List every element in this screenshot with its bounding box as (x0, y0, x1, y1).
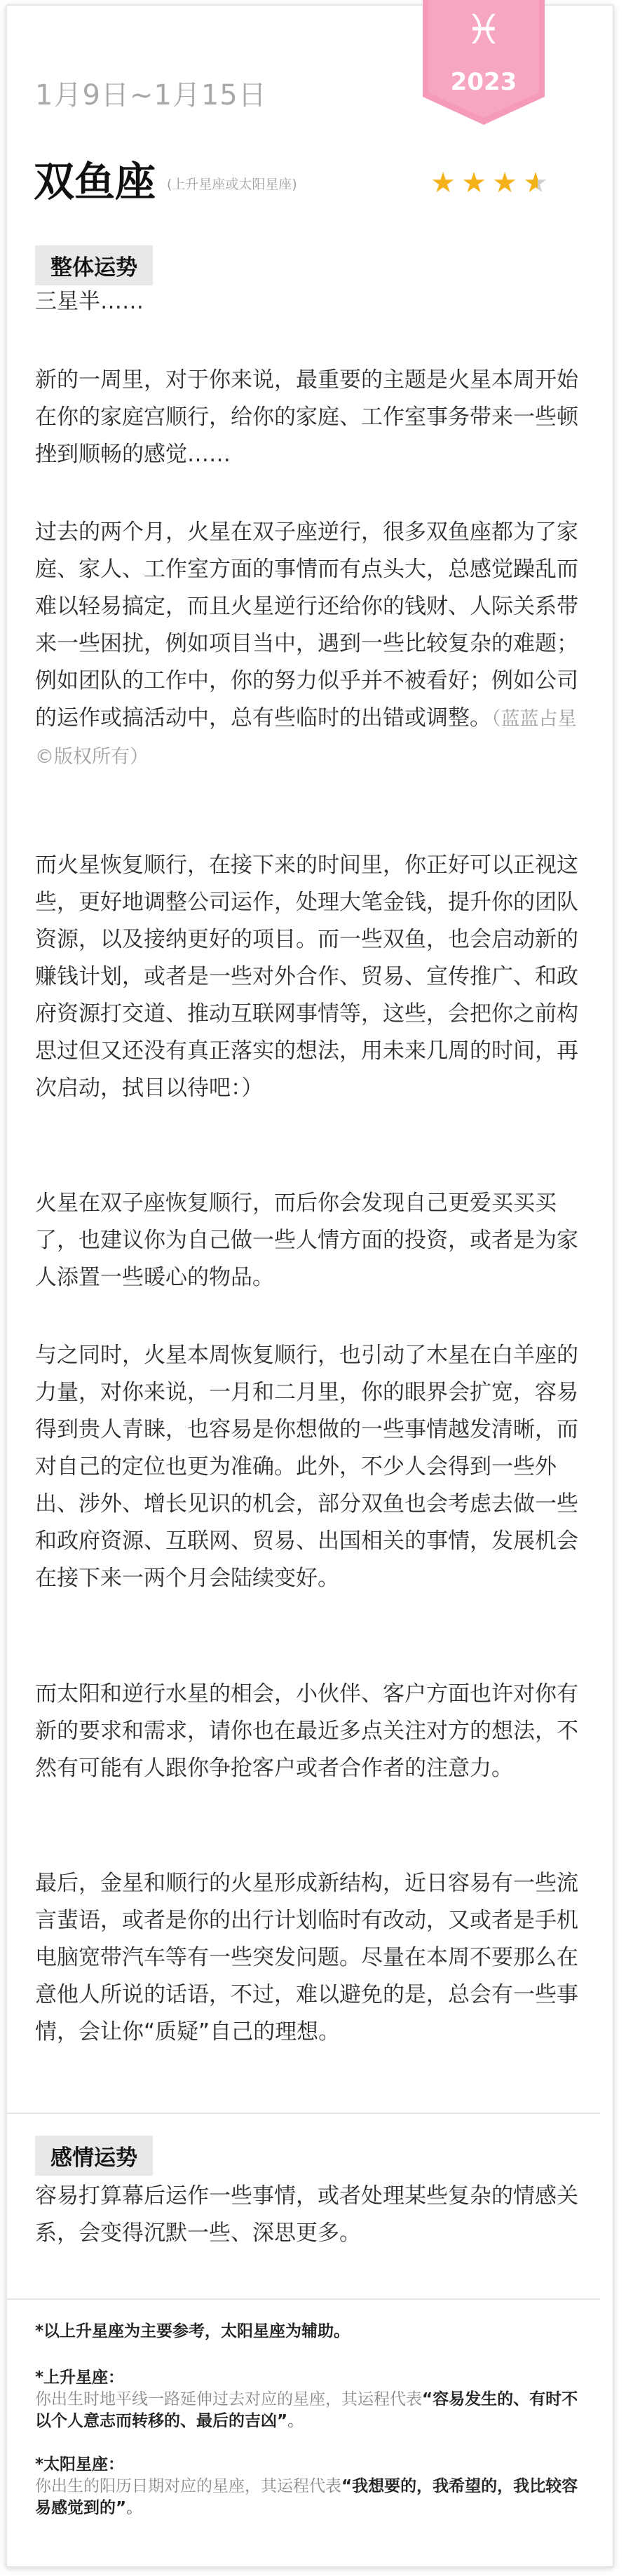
year-label: 2023 (450, 68, 517, 96)
overall-paragraph: 与之同时，火星本周恢复顺行，也引动了木星在白羊座的力量，对你来说，一月和二月里，你的眼界会扩宽，容易得到贵人青睐，也容易是你想做的一些事情越发清晰，而对自己的定位也更为准确。此外，不少人会得到一些外出、涉外、增长见识的机会，部分双鱼也会考虑去做一些和政府资源、互联网、贸易、出国相关的事情，发展机会在接下来一两个月会陆续变好。 (35, 1343, 578, 1591)
overall-paragraph: 三星半…… (35, 289, 144, 314)
date-range: 1月9日~1月15日 (35, 79, 267, 111)
love-label: 感情运势 (35, 2136, 153, 2176)
rating-stars (428, 167, 552, 199)
overall-paragraph: 而太阳和逆行水星的相会，小伙伴、客户方面也许对你有新的要求和需求，请你也在最近多点关注对方的想法，不然有可能有人跟你争抢客户或者合作者的注意力。 (35, 1681, 578, 1781)
star-icon: ★ (461, 167, 488, 199)
footnote-main: *以上升星座为主要参考，太阳星座为辅助。 (35, 2322, 351, 2340)
sign-name: 双鱼座 (34, 158, 156, 205)
star-icon: ★ (430, 167, 457, 199)
footnote-sun: *太阳星座： 你出生的阳历日期对应的星座，其运程代表“我想要的，我希望的，我比较容易感觉到的”。 (35, 2455, 578, 2517)
overall-paragraph: 而火星恢复顺行，在接下来的时间里，你正好可以正视这些，更好地调整公司运作，处理大笔金钱，提升你的团队资源，以及接纳更好的项目。而一些双鱼，也会启动新的赚钱计划，或者是一些对外合作、贸易、宣传推广、和政府资源打交道、推动互联网事情等，这些，会把你之前构思过但又还没有真正落实的想法，用未来几周的时间，再次启动，拭目以待吧：） (35, 853, 578, 1101)
section-divider (7, 2298, 600, 2300)
sign-note: (上升星座或太阳星座) (167, 177, 297, 192)
section-divider (7, 2113, 600, 2114)
pisces-icon: ♓ (465, 6, 502, 53)
copyright-note: （蓝蓝占星©版权所有） (35, 708, 577, 768)
overall-paragraph: 过去的两个月，火星在双子座逆行，很多双鱼座都为了家庭、家人、工作室方面的事情而有点头大，总感觉躁乱而难以轻易搞定，而且火星逆行还给你的钱财、人际关系带来一些困扰，例如项目当中，遇到一些比较复杂的难题；例如团队的工作中，你的努力似乎并不被看好；例如公司的运作或搞活动中，总有些临时的出错或调整。（蓝蓝占星©版权所有） (35, 520, 578, 768)
love-paragraph: 容易打算幕后运作一些事情，或者处理某些复杂的情感关系，会变得沉默一些、深思更多。 (35, 2183, 578, 2246)
year-ribbon (423, 0, 545, 125)
footnote-rising: *上升星座： 你出生时地平线一路延伸过去对应的星座，其运程代表“容易发生的、有时不以个人意志而转移的、最后的吉凶”。 (35, 2368, 578, 2430)
overall-paragraph: 新的一周里，对于你来说，最重要的主题是火星本周开始在你的家庭宫顺行，给你的家庭、工作室事务带来一些顿挫到顺畅的感觉…… (35, 367, 578, 467)
overall-label: 整体运势 (35, 245, 153, 285)
half-star-icon: ★ (521, 167, 552, 199)
overall-paragraph: 火星在双子座恢复顺行，而后你会发现自己更爱买买买了，也建议你为自己做一些人情方面的投资，或者是为家人添置一些暖心的物品。 (35, 1191, 578, 1290)
overall-paragraph: 最后，金星和顺行的火星形成新结构，近日容易有一些流言蜚语，或者是你的出行计划临时有改动，又或者是手机电脑宽带汽车等有一些突发问题。尽量在本周不要那么在意他人所说的话语，不过，难以避免的是，总会有一些事情，会让你“质疑”自己的理想。 (35, 1871, 578, 2045)
title-row (34, 146, 594, 205)
star-icon: ★ (492, 167, 519, 199)
